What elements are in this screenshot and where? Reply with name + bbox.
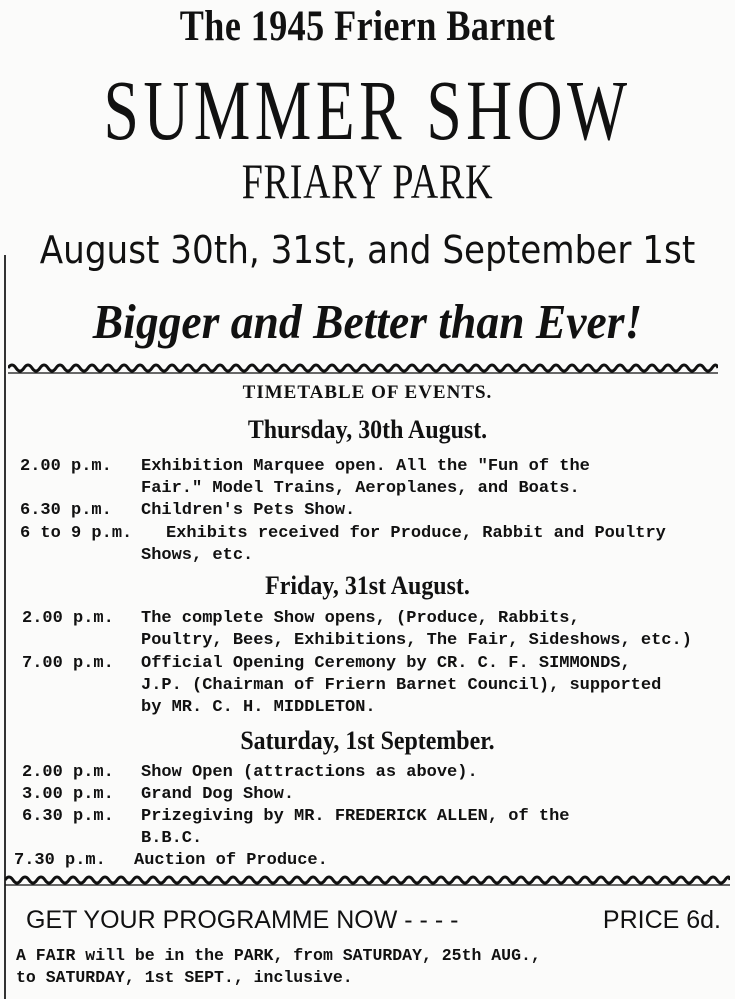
fair-notice-line2: to SATURDAY, 1st SEPT., inclusive. [16, 968, 353, 987]
event-description: Prizegiving by MR. FREDERICK ALLEN, of the B.B.C. [141, 807, 570, 848]
event-item [0, 806, 735, 848]
wavy-divider-bottom [5, 873, 730, 887]
venue-heading: FRIARY PARK [241, 153, 494, 209]
event-item [0, 653, 735, 717]
page-title: SUMMER SHOW [103, 62, 632, 158]
event-item [0, 608, 735, 650]
event-time: 7.00 p.m. [22, 654, 114, 673]
show-dates: August 30th, 31st, and September 1st [39, 228, 696, 272]
event-time: 2.00 p.m. [22, 609, 114, 628]
day-heading-thursday: Thursday, 30th August. [247, 415, 488, 444]
event-description: Exhibition Marquee open. All the "Fun of the Fair." Model Trains, Aeroplanes, and Boats. [141, 457, 590, 498]
event-time: 6 to 9 p.m. [20, 524, 133, 543]
event-description: Exhibits received for Produce, Rabbit and Poultry Shows, etc. [141, 524, 666, 565]
event-description: Grand Dog Show. [141, 785, 295, 804]
day-heading-saturday: Saturday, 1st September. [240, 726, 495, 755]
event-item [0, 850, 735, 870]
day-heading-friday: Friday, 31st August. [265, 571, 470, 600]
left-border-rule [4, 255, 6, 999]
timetable-heading: TIMETABLE OF EVENTS. [242, 382, 493, 403]
event-time: 6.30 p.m. [20, 501, 112, 520]
event-time: 3.00 p.m. [22, 785, 114, 804]
event-description: Auction of Produce. [134, 851, 328, 870]
tagline: Bigger and Better than Ever! [92, 294, 643, 349]
event-item [0, 523, 735, 565]
event-item [0, 456, 735, 498]
event-item [0, 784, 735, 804]
event-time: 7.30 p.m. [14, 851, 106, 870]
event-item [0, 762, 735, 782]
event-description: Show Open (attractions as above). [141, 763, 478, 782]
event-description: Official Opening Ceremony by CR. C. F. SIMMONDS, J.P. (Chairman of Friern Barnet Council), supported by MR. C. H. MIDDLETON. [141, 654, 662, 717]
event-time: 2.00 p.m. [20, 457, 112, 476]
event-time: 2.00 p.m. [22, 763, 114, 782]
wavy-divider-top [8, 361, 718, 375]
header-line1: The 1945 Friern Barnet [179, 3, 556, 50]
programme-text: GET YOUR PROGRAMME NOW - - - - [26, 906, 459, 934]
fair-notice-line1: A FAIR will be in the PARK, from SATURDAY, 25th AUG., [16, 946, 541, 965]
event-description: The complete Show opens, (Produce, Rabbits, Poultry, Bees, Exhibitions, The Fair, Sideshows, etc.) [141, 609, 692, 650]
event-item [0, 500, 735, 520]
event-description: Children's Pets Show. [141, 501, 356, 520]
event-time: 6.30 p.m. [22, 807, 114, 826]
fair-notice [16, 945, 716, 989]
programme-price: PRICE 6d. [602, 906, 721, 934]
